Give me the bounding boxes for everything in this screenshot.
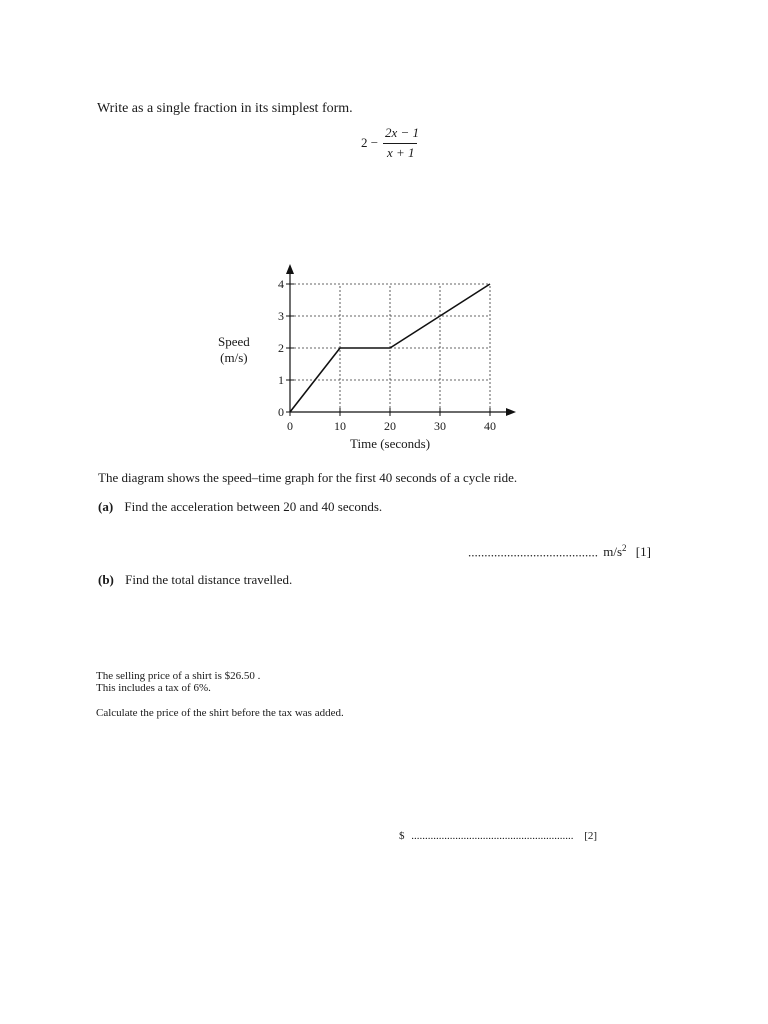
part-a-answer-row xyxy=(468,543,651,560)
expression-denominator: x + 1 xyxy=(387,145,415,160)
fraction-bar xyxy=(383,143,417,144)
part-b-text: Find the total distance travelled. xyxy=(125,572,293,587)
part-b-label: (b) xyxy=(98,572,114,587)
graph-axes xyxy=(286,264,516,416)
q3-answer-row xyxy=(399,830,597,842)
q3-answer-line[interactable]: ........................................................... xyxy=(411,830,574,842)
y-tick-label: 2 xyxy=(278,341,284,355)
y-axis-label-line2: (m/s) xyxy=(220,350,248,365)
graph-y-axis-label xyxy=(218,334,250,366)
q1-expression xyxy=(361,123,421,159)
graph-x-axis-label: Time (seconds) xyxy=(350,436,431,451)
expression-numerator: 2x − 1 xyxy=(385,125,420,140)
part-a-marks: [1] xyxy=(635,544,651,560)
q1-instruction: Write as a single fraction in its simplest form. xyxy=(97,101,353,116)
x-tick-label: 0 xyxy=(287,419,293,433)
y-tick-label: 3 xyxy=(278,309,284,323)
part-a-text: Find the acceleration between 20 and 40 seconds. xyxy=(124,499,383,514)
x-tick-label: 20 xyxy=(384,419,396,433)
x-tick-label: 40 xyxy=(484,419,496,433)
x-tick-label: 30 xyxy=(434,419,446,433)
q2-part-b xyxy=(98,572,292,588)
q3-marks: [2] xyxy=(584,830,598,842)
q3-line3: Calculate the price of the shirt before the tax was added. xyxy=(96,707,344,719)
expression-whole: 2 − xyxy=(361,135,379,150)
part-a-unit: m/s xyxy=(603,544,623,560)
y-tick-label: 1 xyxy=(278,373,284,387)
speed-time-graph xyxy=(270,260,520,460)
y-axis-label-line1: Speed xyxy=(218,334,250,349)
q3-line2: This includes a tax of 6%. xyxy=(96,682,211,694)
q2-part-a xyxy=(98,499,382,515)
part-a-label: (a) xyxy=(98,499,114,514)
q2-intro: The diagram shows the speed–time graph for the first 40 seconds of a cycle ride. xyxy=(98,470,518,485)
part-a-unit-sup: 2 xyxy=(622,543,627,553)
x-axis-arrow xyxy=(506,408,516,416)
y-tick-label: 0 xyxy=(278,405,284,419)
q3-answer-prefix: $ xyxy=(399,830,405,842)
x-tick-label: 10 xyxy=(334,419,346,433)
y-axis-arrow xyxy=(286,264,294,274)
q3-line1: The selling price of a shirt is $26.50 . xyxy=(96,670,261,682)
y-tick-label: 4 xyxy=(278,277,284,291)
part-a-answer-line[interactable]: ........................................ xyxy=(468,544,598,560)
